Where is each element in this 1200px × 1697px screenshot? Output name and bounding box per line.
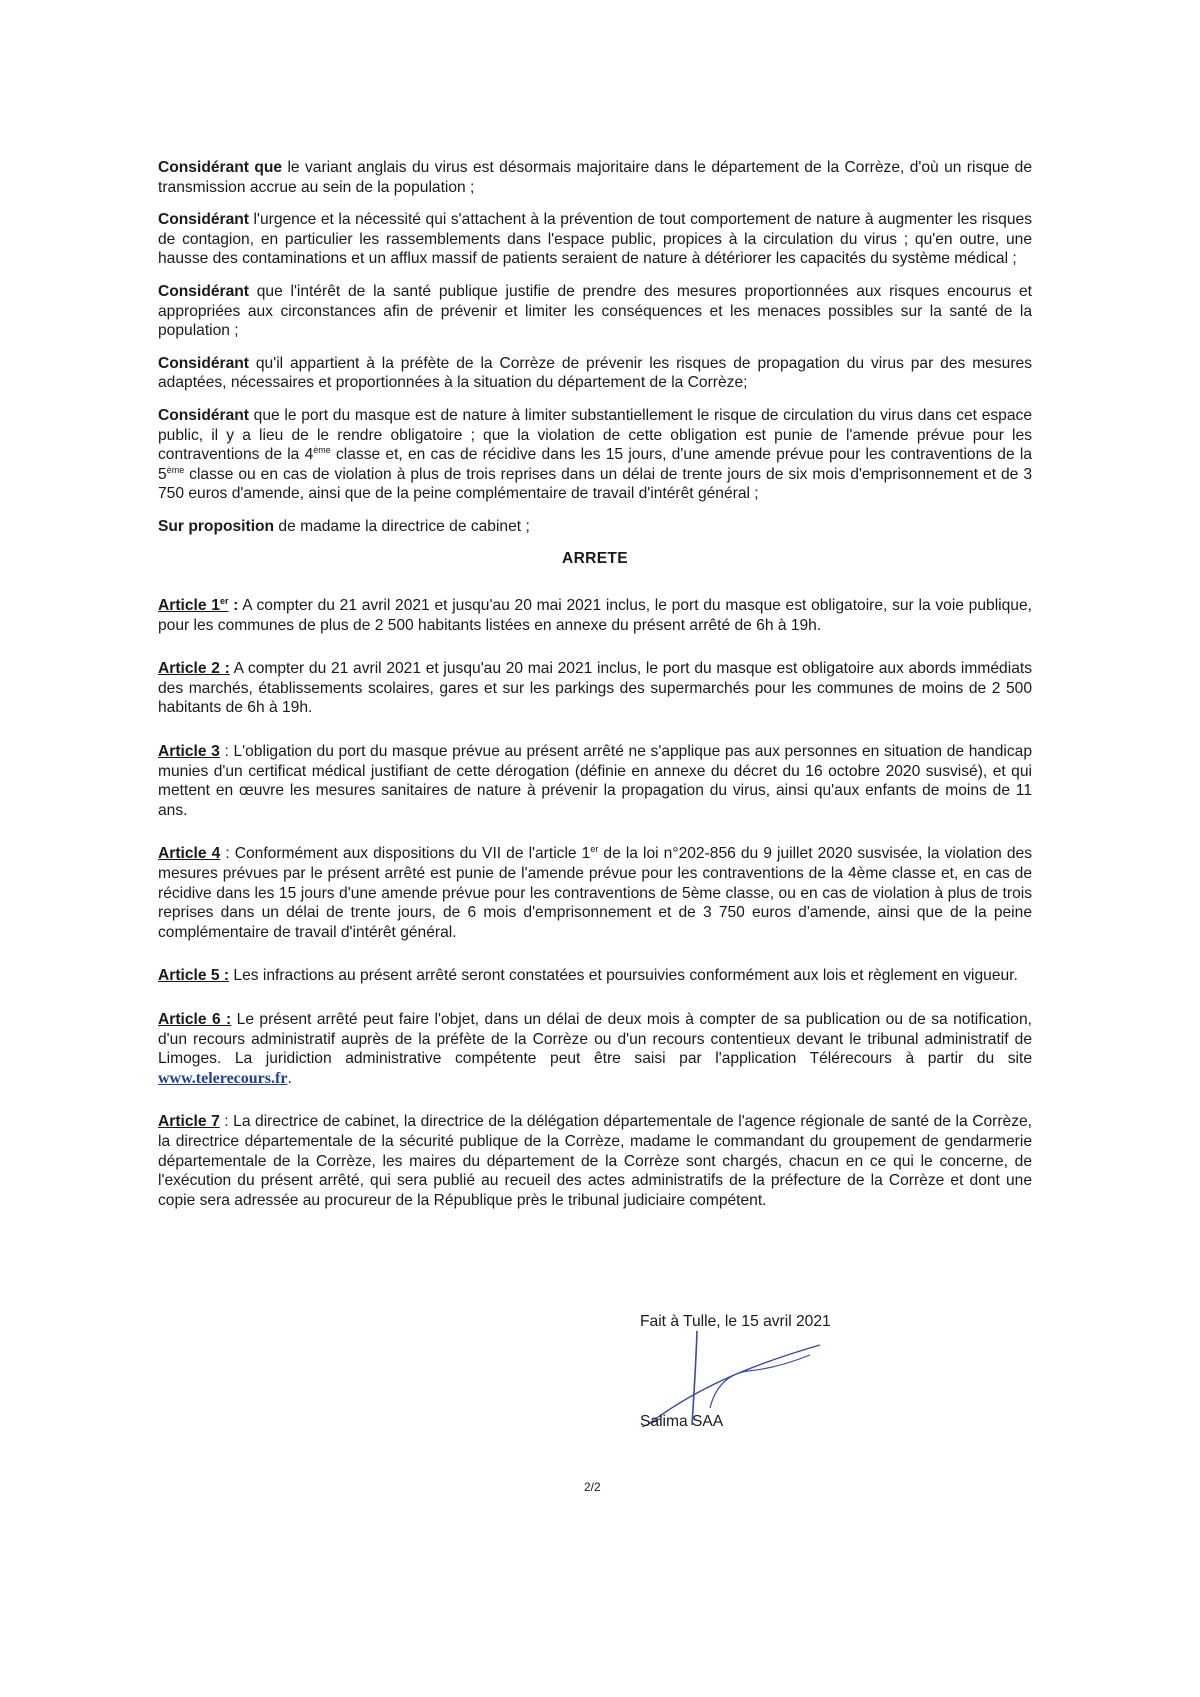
article-3 (158, 742, 1032, 820)
article-7 (158, 1112, 1032, 1210)
article-text: : L'obligation du port du masque prévue au présent arrêté ne s'applique pas aux personnes en situation de handicap munies d'un certificat médical justifiant de cette dérogation (définie en annexe du décret du 16 octobre 2020 susvisé), et qui mettent en œuvre les mesures sanitaires de nature à prévenir la propagation du virus, ainsi qu'aux enfants de moins de 11 ans. (158, 743, 1032, 819)
article-text: A compter du 21 avril 2021 et jusqu'au 20 mai 2021 inclus, le port du masque est obligatoire aux abords immédiats des marchés, établissements scolaires, gares et sur les parkings des supermarchés pour les communes de moins de 2 500 habitants de 6h à 19h. (158, 660, 1032, 717)
considerant-lead: Considérant (158, 211, 249, 229)
considerant-lead: Considérant (158, 354, 249, 372)
signature-block (640, 1313, 940, 1433)
article-text-end: . (287, 1069, 292, 1087)
article-label: Article 7 (158, 1113, 220, 1131)
considerant-text: classe ou en cas de violation à plus de trois reprises dans un délai de trente jours de six mois d'emprisonnement et de 3 750 euros d'amende, ainsi que de la peine complémentaire de travail d'intérêt général ; (158, 465, 1032, 503)
telerecours-link[interactable]: www.telerecours.fr (158, 1069, 288, 1087)
considerant-paragraph (158, 282, 1032, 341)
article-text: Le présent arrêté peut faire l'objet, dans un délai de deux mois à compter de sa publication ou de sa notification, d'un recours administratif auprès de la préfète de la Corrèze ou d'un recours contentieux devant le tribunal administratif de Limoges. La juridiction administrative compétente peut être saisi par l'application Télérecours à partir du site (158, 1011, 1032, 1068)
considerant-paragraph (158, 158, 1032, 197)
considerant-text: que l'intérêt de la santé publique justifie de prendre des mesures proportionnées aux risques encourus et appropriées aux circonstances afin de prévenir et limiter les conséquences et les menaces possibles sur la santé de la population ; (158, 282, 1032, 340)
considerant-paragraph (158, 210, 1032, 269)
article-text: : Conformément aux dispositions du VII de l'article 1 (220, 845, 591, 863)
considerant-paragraph (158, 406, 1032, 504)
ordinal-superscript: ème (313, 444, 331, 455)
page-number: 2/2 (584, 1480, 601, 1494)
article-text: : La directrice de cabinet, la directrice de la délégation départementale de l'agence régionale de santé de la Corrèze, la directrice départementale de la sécurité publique de la Corrèze, madame le commandant du groupement de gendarmerie départementale de la Corrèze, les maires du département de la Corrèze sont chargés, chacun en ce qui le concerne, de l'exécution du présent arrêté, qui sera publié au recueil des actes administratifs de la préfecture de la Corrèze et dont une copie sera adressée au procureur de la République près le tribunal judiciaire compétent. (158, 1113, 1032, 1209)
article-1 (158, 596, 1032, 635)
article-label: Article 2 : (158, 660, 230, 678)
place-and-date: Fait à Tulle, le 15 avril 2021 (640, 1313, 831, 1330)
considerant-text: le variant anglais du virus est désormais majoritaire dans le département de la Corrèze, d'où un risque de transmission accrue au sein de la population ; (158, 159, 1032, 196)
article-text: de la loi n°202-856 du 9 juillet 2020 susvisée, la violation des mesures prévues par le présent arrêté est punie de l'amende prévue pour les contraventions de la 4ème classe et, en cas de récidive dans les 15 jours d'une amende prévue pour les contraventions de 5ème classe, ou en cas de violation à plus de trois reprises dans un délai de trente jours, de 6 mois d'emprisonnement et de 3 750 euros d'amende, ainsi que de la peine complémentaire de travail d'intérêt général. (158, 845, 1032, 941)
decree-heading: ARRETE (562, 549, 628, 567)
article-text: Les infractions au présent arrêté seront constatées et poursuivies conformément aux lois et règlement en vigueur. (229, 967, 1018, 985)
article-5 (158, 966, 1032, 986)
article-label: Article 5 : (158, 967, 230, 985)
document-body (158, 158, 1032, 1234)
article-label: Article 3 (158, 743, 220, 761)
article-2 (158, 659, 1032, 718)
article-text: A compter du 21 avril 2021 et jusqu'au 20 mai 2021 inclus, le port du masque est obligatoire, sur la voie publique, pour les communes de plus de 2 500 habitants listées en annexe du présent arrêté de 6h à 19h. (158, 597, 1032, 634)
considerant-lead: Considérant que (158, 159, 283, 176)
proposition-paragraph (158, 517, 1032, 537)
article-6 (158, 1010, 1032, 1088)
article-label (158, 597, 228, 614)
ordinal-superscript: ème (166, 464, 185, 475)
proposition-lead: Sur proposition (158, 517, 275, 535)
considerant-paragraph (158, 354, 1032, 393)
considerant-text: classe et, en cas de récidive dans les 15 jours, d'une amende prévue pour les contraventions de la 5 (158, 446, 1032, 483)
considerant-lead: Considérant (158, 282, 249, 300)
considerant-text: qu'il appartient à la préfète de la Corrèze de prévenir les risques de propagation du virus par des mesures adaptées, nécessaires et proportionnées à la situation du département de la Corrèze; (158, 354, 1032, 392)
ordinal-superscript: er (590, 844, 599, 855)
ordinal-superscript: er (219, 595, 229, 606)
considerant-lead: Considérant (158, 406, 249, 424)
proposition-text: de madame la directrice de cabinet ; (274, 517, 530, 535)
article-colon: : (228, 597, 239, 615)
article-label: Article 4 (158, 845, 221, 863)
considerant-text: que le port du masque est de nature à limiter substantiellement le risque de circulation du virus dans cet espace public, il y a lieu de le rendre obligatoire ; que la violation de cette obligation est punie de l'amende prévue pour les contraventions de la 4 (158, 406, 1032, 464)
article-4 (158, 844, 1032, 942)
article-label-text: Article 1 (158, 597, 220, 615)
considerant-text: l'urgence et la nécessité qui s'attachent à la prévention de tout comportement de nature à augmenter les risques de contagion, en particulier les rassemblements dans l'espace public, propices à la circulation du virus ; qu'en outre, une hausse des contaminations et un afflux massif de patients seraient de nature à détériorer les capacités du système médical ; (158, 211, 1032, 268)
article-label: Article 6 : (158, 1011, 232, 1028)
signatory-name: Salima SAA (640, 1413, 724, 1430)
